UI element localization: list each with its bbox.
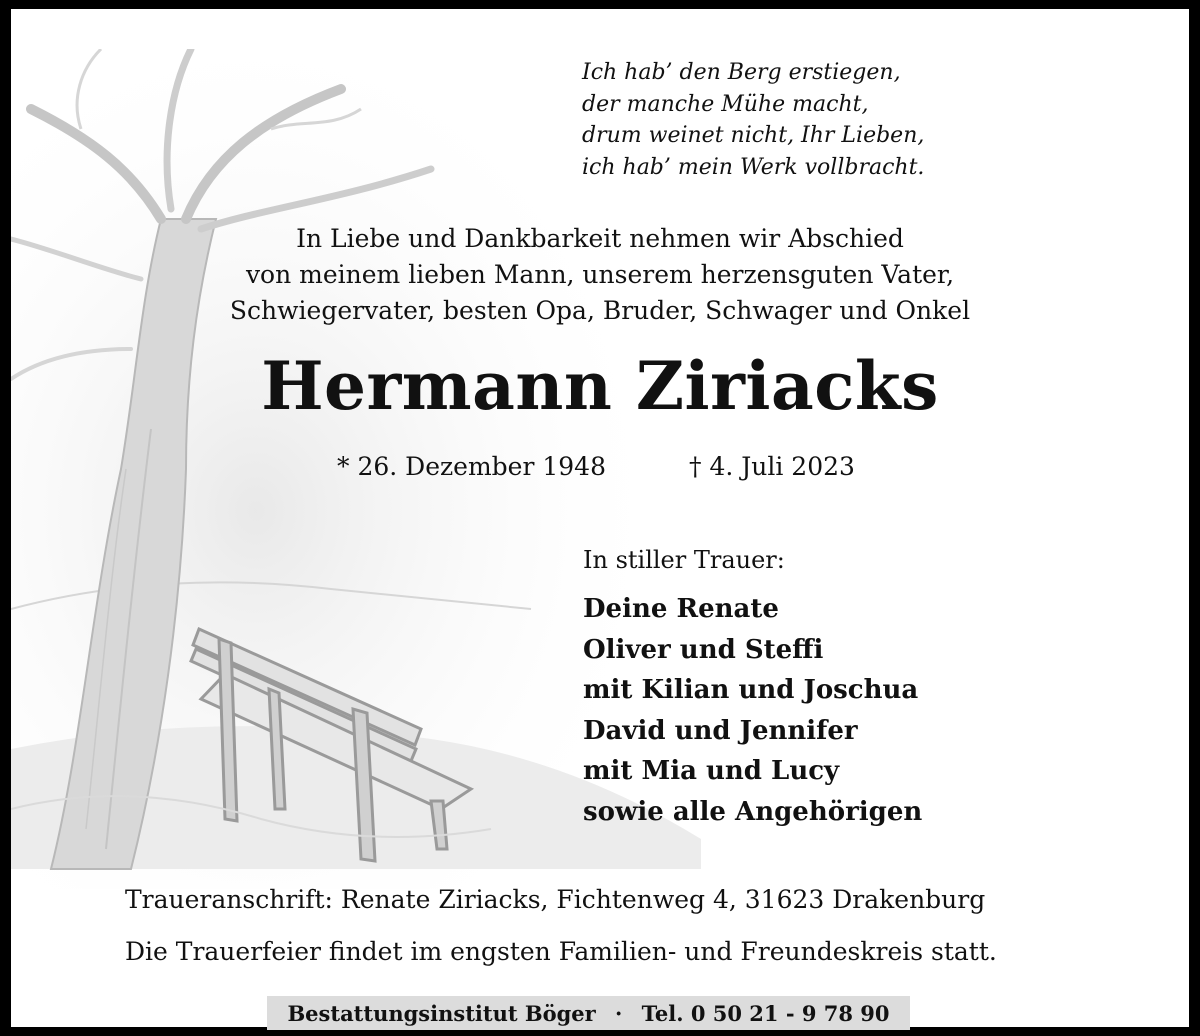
funeral-service-note: Die Trauerfeier findet im engsten Familien- und Freundeskreis statt. (125, 937, 997, 966)
mourner-name: Deine Renate (583, 594, 779, 624)
mourner-name: mit Kilian und Joschua (583, 675, 919, 705)
funeral-home-name: Bestattungsinstitut Böger (287, 1001, 596, 1026)
intro-line: von meinem lieben Mann, unserem herzensguten Vater, (245, 260, 955, 289)
poem-line: drum weinet nicht, Ihr Lieben, (582, 123, 925, 148)
mourner-name: Oliver und Steffi (583, 634, 824, 665)
mourners-list (583, 589, 922, 832)
intro-line: In Liebe und Dankbarkeit nehmen wir Abschied (296, 224, 904, 253)
mourning-address: Traueranschrift: Renate Ziriacks, Fichtenweg 4, 31623 Drakenburg (125, 885, 986, 914)
poem-line: Ich hab’ den Berg erstiegen, (582, 60, 901, 85)
poem (582, 57, 1142, 183)
poem-line: ich hab’ mein Werk vollbracht. (582, 154, 925, 180)
mourner-name: sowie alle Angehörigen (583, 796, 923, 827)
funeral-home-footer (267, 996, 910, 1030)
mourner-name: David und Jennifer (583, 715, 858, 746)
birth-date: * 26. Dezember 1948 (337, 452, 606, 481)
farewell-intro (11, 221, 1189, 329)
deceased-name: Hermann Ziriacks (261, 347, 939, 425)
mourning-heading: In stiller Trauer: (583, 546, 785, 574)
funeral-home-phone: Tel. 0 50 21 - 9 78 90 (641, 1001, 890, 1026)
intro-line: Schwiegervater, besten Opa, Bruder, Schwager und Onkel (229, 296, 971, 325)
death-date: † 4. Juli 2023 (689, 452, 855, 481)
mourner-name: mit Mia und Lucy (583, 756, 840, 786)
poem-line: der manche Mühe macht, (582, 91, 869, 117)
life-dates (11, 450, 1189, 484)
obituary-card (11, 9, 1189, 1027)
separator: · (615, 1001, 623, 1026)
